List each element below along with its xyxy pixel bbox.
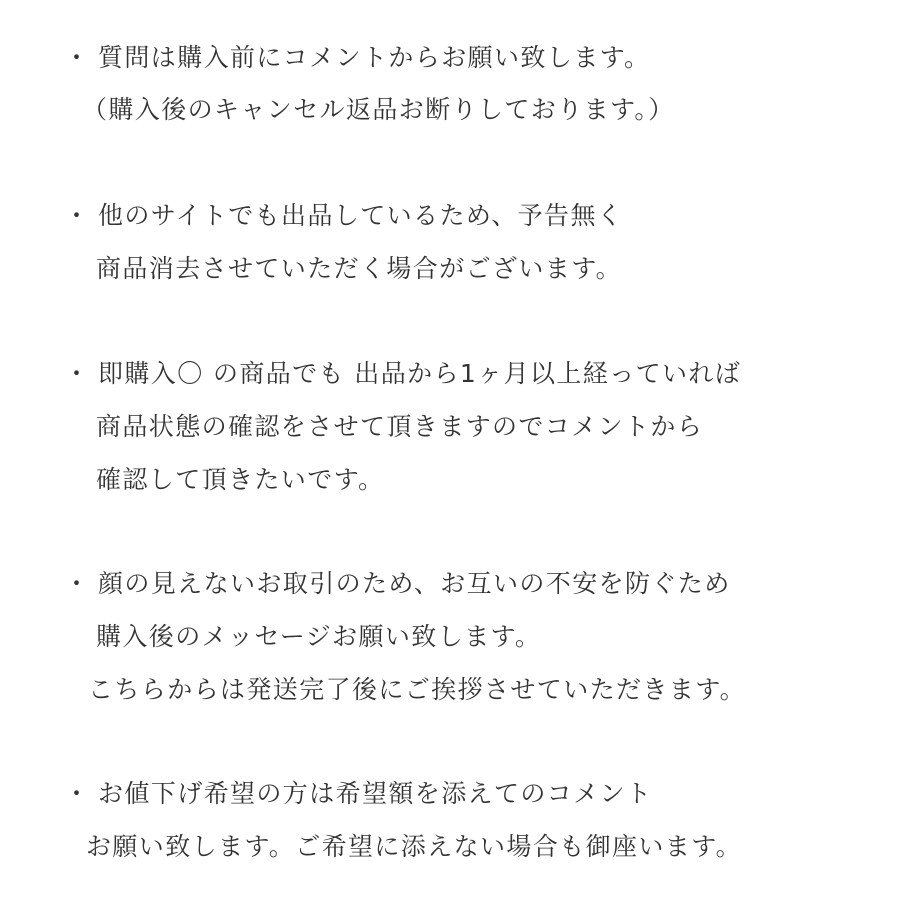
notice-line: （購入後のキャンセル返品お断りしております。）	[82, 95, 675, 124]
notice-line: お願い致します。ご希望に添えない場合も御座います。	[86, 832, 743, 861]
notice-line: 即購入〇 の商品でも 出品から1ヶ月以上経っていれば	[98, 359, 742, 388]
bullet-marker: ・	[64, 43, 90, 72]
bullet-marker: ・	[64, 779, 90, 808]
notice-line: 確認して頂きたいです。	[96, 465, 385, 494]
notice-line: 商品状態の確認をさせて頂きますのでコメントから	[96, 412, 704, 441]
notice-line: 質問は購入前にコメントからお願い致します。	[98, 43, 651, 72]
notice-line: こちらからは発送完了後にご挨拶させていただきます。	[88, 675, 747, 704]
bullet-marker: ・	[64, 569, 90, 598]
notice-line: 購入後のメッセージお願い致します。	[96, 622, 542, 651]
notice-line: 他のサイトでも出品しているため、予告無く	[98, 201, 624, 230]
bullet-marker: ・	[64, 359, 90, 388]
notice-line: お値下げ希望の方は希望額を添えてのコメント	[98, 779, 653, 808]
bullet-marker: ・	[64, 201, 90, 230]
notice-line: 顔の見えないお取引のため、お互いの不安を防ぐため	[98, 569, 731, 598]
notice-line: 商品消去させていただく場合がございます。	[96, 254, 623, 283]
